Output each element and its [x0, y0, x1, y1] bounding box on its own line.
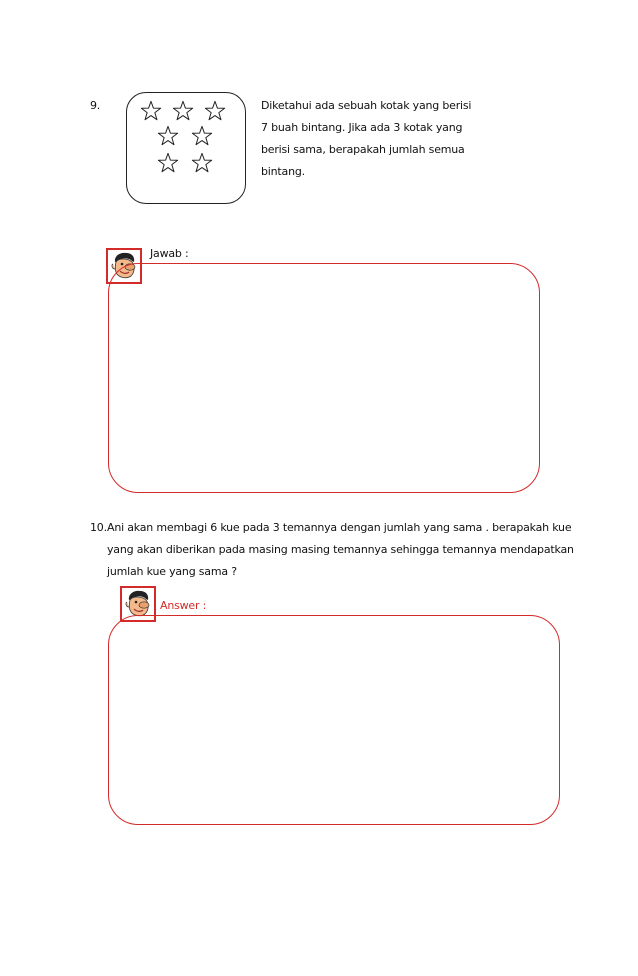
- question-10-text: [107, 517, 574, 583]
- answer-box-9[interactable]: [108, 263, 540, 493]
- star-icon: [157, 125, 179, 147]
- question-10-number: 10.: [90, 521, 107, 534]
- answer-label-10: Answer :: [160, 599, 207, 612]
- question-10-line: Ani akan membagi 6 kue pada 3 temannya dengan jumlah yang sama . berapakah kue: [107, 521, 572, 534]
- question-10-line: jumlah kue yang sama ?: [107, 565, 237, 578]
- star-icon: [172, 100, 194, 122]
- question-9-line: Diketahui ada sebuah kotak yang berisi: [261, 99, 472, 112]
- star-icon: [191, 125, 213, 147]
- question-9-number: 9.: [90, 99, 101, 112]
- question-9-line: berisi sama, berapakah jumlah semua: [261, 143, 465, 156]
- star-icon: [140, 100, 162, 122]
- star-icon: [191, 152, 213, 174]
- question-9-line: 7 buah bintang. Jika ada 3 kotak yang: [261, 121, 463, 134]
- star-icon: [157, 152, 179, 174]
- question-9-text: [261, 95, 491, 183]
- star-icon: [204, 100, 226, 122]
- answer-label-9: Jawab :: [150, 247, 189, 260]
- question-10-line: yang akan diberikan pada masing masing temannya sehingga temannya mendapatkan: [107, 543, 574, 556]
- answer-box-10[interactable]: [108, 615, 560, 825]
- question-9-line: bintang.: [261, 165, 305, 178]
- star-box: [126, 92, 246, 204]
